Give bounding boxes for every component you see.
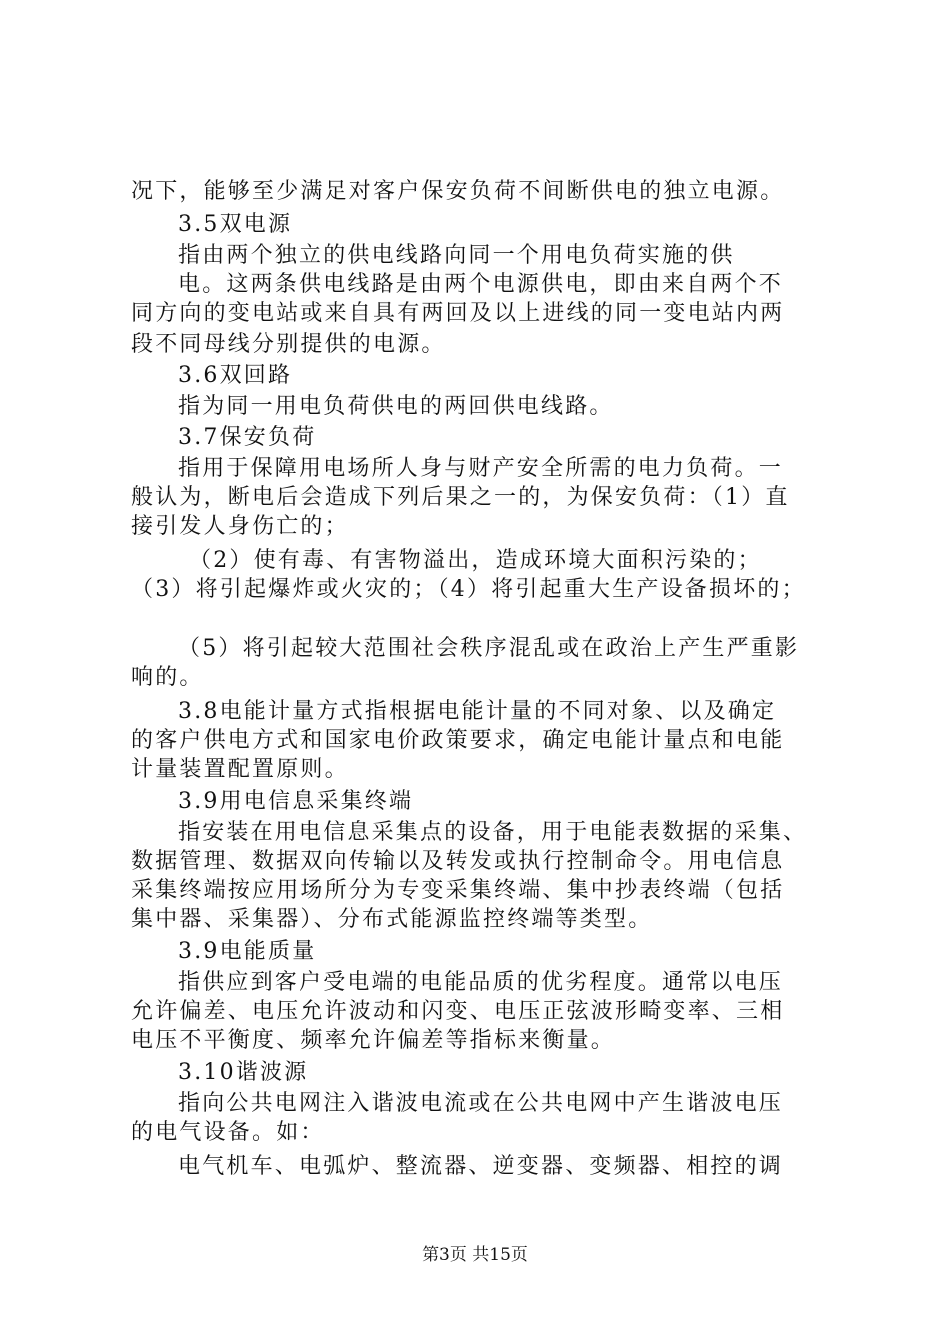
text-line: 的电气设备。如： [131, 1120, 325, 1145]
text-line: 同方向的变电站或来自具有两回及以上进线的同一变电站内两 [131, 301, 785, 326]
section-heading: 3.9电能质量 [178, 939, 317, 964]
text-line: 指用于保障用电场所人身与财产安全所需的电力负荷。一 [178, 456, 784, 481]
text-line: 指供应到客户受电端的电能品质的优劣程度。通常以电压 [178, 970, 784, 995]
text-line: 接引发人身伤亡的； [131, 514, 349, 539]
text-line: 段不同母线分别提供的电源。 [131, 332, 446, 357]
section-heading: 3.8电能计量方式指根据电能计量的不同对象、以及确定 [178, 699, 777, 724]
text-line: （3）将引起爆炸或火灾的；（4）将引起重大生产设备损坏的； [131, 577, 806, 602]
section-heading: 3.9用电信息采集终端 [178, 789, 414, 814]
text-line: 响的。 [131, 665, 204, 690]
text-line: 指安装在用电信息采集点的设备，用于电能表数据的采集、 [178, 820, 808, 845]
text-line: 数据管理、数据双向传输以及转发或执行控制命令。用电信息 [131, 849, 785, 874]
section-heading: 3.7保安负荷 [178, 425, 317, 450]
text-line: 电压不平衡度、频率允许偏差等指标来衡量。 [131, 1028, 616, 1053]
section-heading: 3.6双回路 [178, 363, 293, 388]
text-line: 电。这两条供电线路是由两个电源供电，即由来自两个不 [178, 272, 784, 297]
text-line: 指为同一用电负荷供电的两回供电线路。 [178, 394, 614, 419]
section-heading: 3.5双电源 [178, 212, 293, 237]
text-line: 的客户供电方式和国家电价政策要求，确定电能计量点和电能 [131, 728, 785, 753]
text-line: 况下，能够至少满足对客户保安负荷不间断供电的独立电源。 [131, 179, 785, 204]
text-line: 指向公共电网注入谐波电流或在公共电网中产生谐波电压 [178, 1091, 784, 1116]
text-line: 电气机车、电弧炉、整流器、逆变器、变频器、相控的调 [178, 1154, 784, 1179]
text-line: 计量装置配置原则。 [131, 757, 349, 782]
text-line: 般认为，断电后会造成下列后果之一的，为保安负荷：（1）直 [131, 485, 790, 510]
section-heading: 3.10谐波源 [178, 1060, 309, 1085]
text-line: （5）将引起较大范围社会秩序混乱或在政治上产生严重影 [178, 636, 800, 661]
text-line: 指由两个独立的供电线路向同一个用电负荷实施的供 [178, 243, 735, 268]
text-line: 采集终端按应用场所分为专变采集终端、集中抄表终端（包括 [131, 878, 785, 903]
text-line: （2）使有毒、有害物溢出，造成环境大面积污染的； [189, 548, 762, 573]
page-number: 第3页 共15页 [422, 1245, 528, 1265]
text-line: 允许偏差、电压允许波动和闪变、电压正弦波形畸变率、三相 [131, 999, 785, 1024]
text-line: 集中器、采集器）、分布式能源监控终端等类型。 [131, 907, 653, 932]
